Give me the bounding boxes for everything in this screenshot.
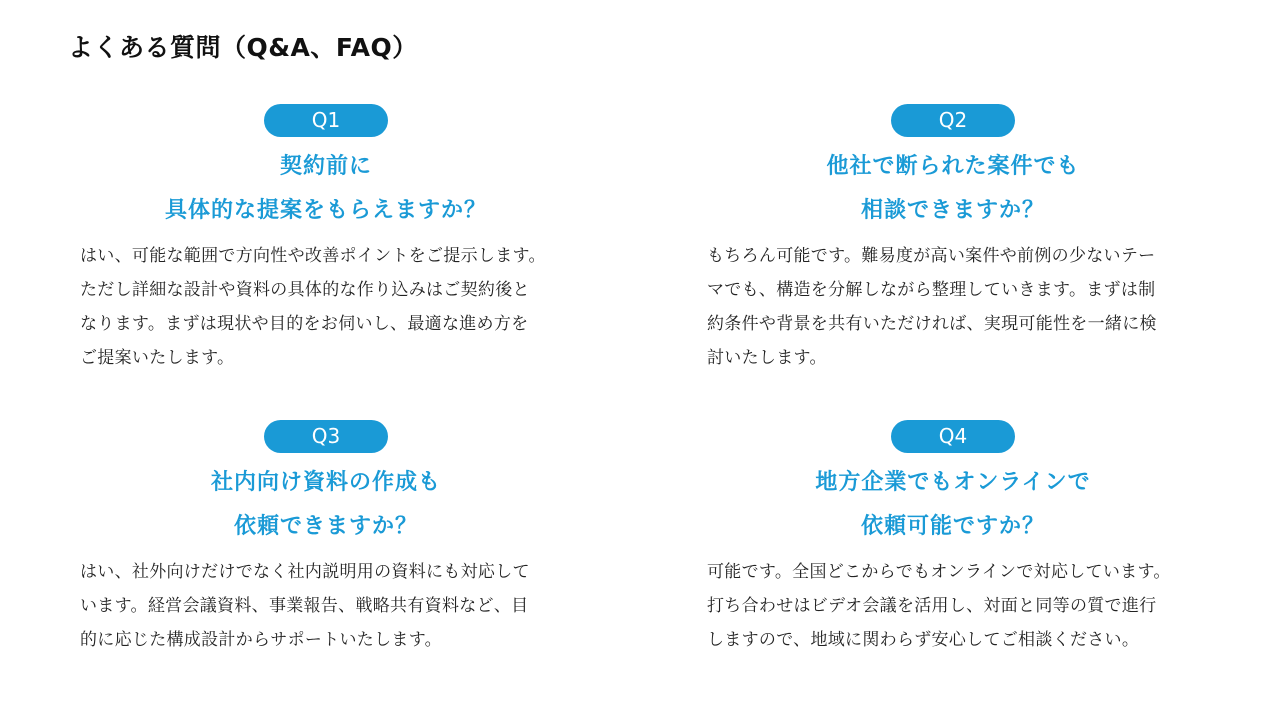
answer-line: マでも、構造を分解しながら整理していきます。まずは制 (707, 280, 1156, 300)
question-title (703, 145, 1203, 233)
answer-line: 打ち合わせはビデオ会議を活用し、対面と同等の質で進行 (707, 596, 1157, 616)
answer-text (703, 239, 1203, 375)
answer-line: 討いたします。 (707, 348, 827, 368)
question-badge: Q3 (264, 420, 388, 453)
answer-line: 可能です。全国どこからでもオンラインで対応しています。 (707, 562, 1171, 582)
question-line: 具体的な提案をもらえますか？ (164, 198, 487, 223)
question-line: 社内向け資料の作成も (210, 470, 441, 495)
answer-line: はい、社外向けだけでなく社内説明用の資料にも対応して (80, 562, 530, 582)
answer-text (703, 555, 1203, 657)
page-title: よくある質問（Q&A、FAQ） (68, 33, 418, 62)
question-title (76, 145, 576, 233)
question-line: 相談できますか？ (860, 198, 1045, 223)
answer-text (76, 239, 576, 375)
answer-text (76, 555, 576, 657)
answer-line: 的に応じた構成設計からサポートいたします。 (80, 630, 442, 650)
question-badge: Q4 (891, 420, 1015, 453)
faq-item-q3 (76, 420, 576, 657)
faq-item-q4 (703, 420, 1203, 657)
question-line: 依頼可能ですか？ (860, 514, 1045, 539)
faq-item-q2 (703, 104, 1203, 375)
question-title (76, 461, 576, 549)
answer-line: もちろん可能です。難易度が高い案件や前例の少ないテー (707, 246, 1156, 266)
answer-line: しますので、地域に関わらず安心してご相談ください。 (707, 630, 1140, 650)
faq-item-q1 (76, 104, 576, 375)
answer-line: ただし詳細な設計や資料の具体的な作り込みはご契約後と (80, 280, 530, 300)
answer-line: なります。まずは現状や目的をお伺いし、最適な進め方を (80, 314, 529, 334)
question-line: 依頼できますか？ (233, 514, 418, 539)
question-badge: Q2 (891, 104, 1015, 137)
question-title (703, 461, 1203, 549)
question-line: 他社で断られた案件でも (826, 154, 1080, 179)
answer-line: います。経営会議資料、事業報告、戦略共有資料など、目 (80, 596, 529, 616)
question-badge: Q1 (264, 104, 388, 137)
answer-line: はい、可能な範囲で方向性や改善ポイントをご提示します。 (80, 246, 546, 266)
question-line: 契約前に (279, 154, 372, 179)
answer-line: ご提案いたします。 (80, 348, 235, 368)
question-line: 地方企業でもオンラインで (815, 470, 1091, 495)
answer-line: 約条件や背景を共有いただければ、実現可能性を一緒に検 (707, 314, 1157, 334)
